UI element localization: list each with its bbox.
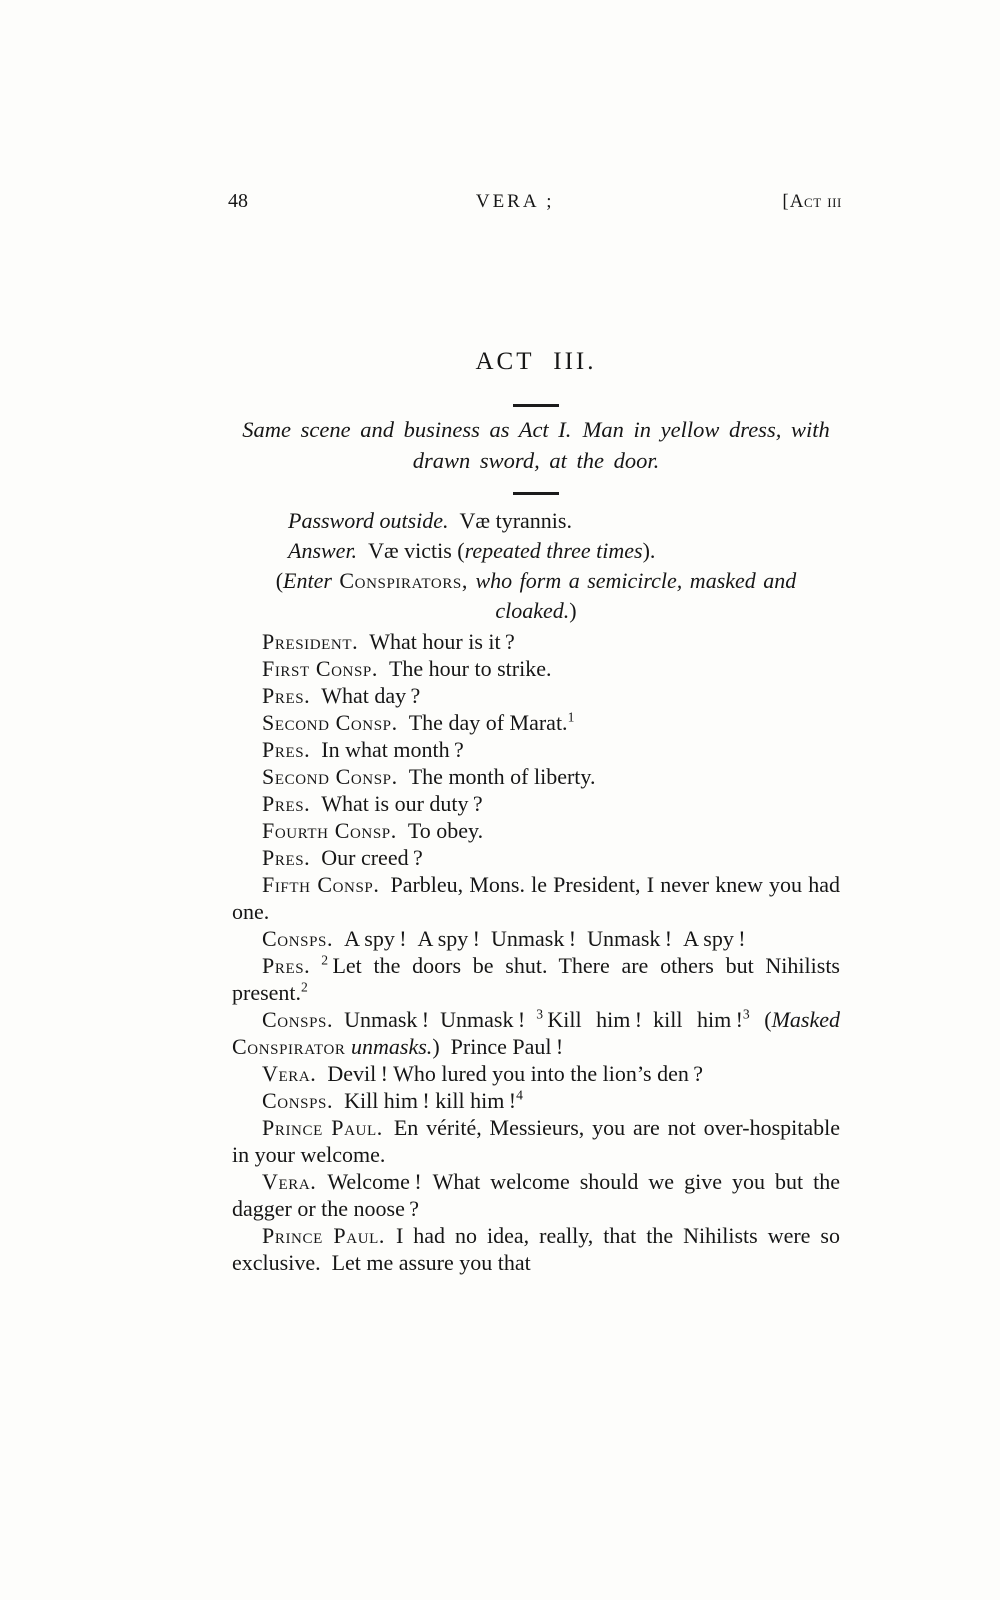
page-header	[228, 190, 842, 213]
page-number: 48	[228, 190, 248, 212]
scene-direction: Same scene and business as Act I. Man in yellow dress, with drawn sword, at the door.	[242, 417, 830, 473]
dialogue-line: Vera. Welcome ! What welcome should we give you but the dagger or the noose ?	[232, 1169, 840, 1221]
dialogue-line: Vera. Devil ! Who lured you into the lion’s den ?	[262, 1061, 704, 1086]
dialogue-line: Pres. Our creed ?	[262, 845, 423, 870]
dialogue-block	[232, 628, 840, 1276]
dialogue-line: Fifth Consp. Parbleu, Mons. le President, I never knew you had one.	[232, 872, 840, 924]
dialogue-line: Prince Paul. En vérité, Messieurs, you are not over-hospitable in your welcome.	[232, 1115, 840, 1167]
dialogue-line: Pres. In what month ?	[262, 737, 464, 762]
dialogue-line: Consps. Unmask ! Unmask ! $^3$ Kill him ! kill him !$^3$ (Masked Conspirator unmasks.) Prince Paul !	[232, 1006, 840, 1059]
act-header: [Act iii	[782, 191, 842, 212]
dialogue-line: Pres. $^2$ Let the doors be shut. There are others but Nihilists present.$^2$	[232, 952, 840, 1005]
divider-rule	[232, 404, 840, 407]
dialogue-line: Fourth Consp. To obey.	[262, 818, 484, 843]
password-line: Password outside. Væ tyrannis.	[288, 508, 572, 533]
divider-rule	[232, 492, 840, 495]
dialogue-line: Second Consp. The day of Marat.$^1$	[262, 709, 575, 735]
act-title: ACT III.	[475, 348, 597, 375]
running-title: VERA ;	[475, 191, 555, 212]
text-column	[232, 506, 840, 1276]
dialogue-line: Pres. What is our duty ?	[262, 791, 483, 816]
dialogue-line: First Consp. The hour to strike.	[262, 656, 552, 681]
answer-line: Answer. Væ victis (repeated three times).	[288, 538, 656, 563]
dialogue-line: Consps. A spy ! A spy ! Unmask ! Unmask ! A spy !	[262, 926, 746, 951]
dialogue-line: Second Consp. The month of liberty.	[262, 764, 596, 789]
enter-stage-direction: (Enter Conspirators, who form a semicircle, masked and cloaked.)	[275, 568, 797, 623]
dialogue-line: Pres. What day ?	[262, 683, 421, 708]
dialogue-line: President. What hour is it ?	[262, 629, 515, 654]
dialogue-line: Prince Paul. I had no idea, really, that the Nihilists were so exclusive. Let me assure you that	[232, 1223, 840, 1275]
dialogue-line: Consps. Kill him ! kill him !$^4$	[262, 1087, 523, 1113]
